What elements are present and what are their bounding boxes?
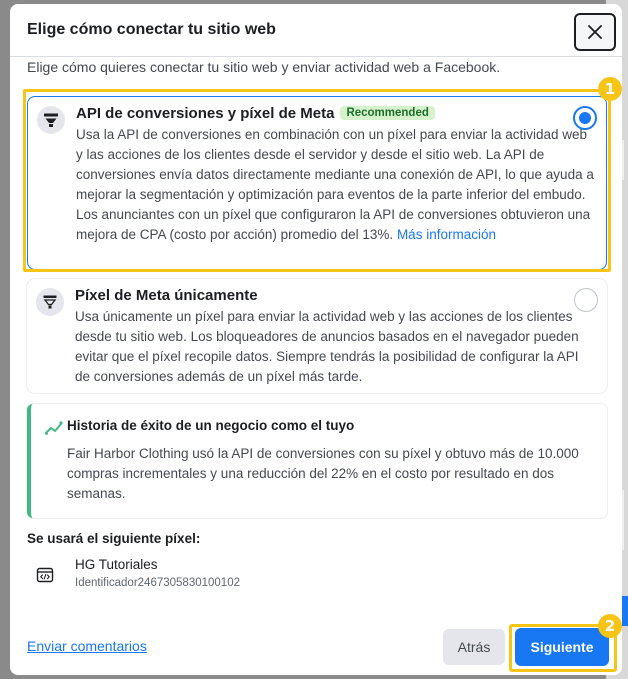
option-title: Píxel de Meta únicamente [75,287,258,304]
dialog-title: Elige cómo conectar tu sitio web [27,21,276,38]
pixel-name: HG Tutoriales [75,557,158,572]
funnel-small-icon [36,288,64,316]
option-title [76,105,435,122]
recommended-badge: Recommended [340,106,434,120]
code-icon [36,566,54,584]
background-button [622,596,628,626]
more-info-link[interactable]: Más información [396,227,496,242]
option-description-text: Usa la API de conversiones en combinación con un píxel para enviar la actividad web y las acciones de los clientes desde el servidor y desde el sitio web. La API de conversiones envía datos directamente mediante una conexión de API, lo que ayuda a mejorar la segmentación y optimización para eventos de la parte inferior del embudo. Los anunciantes con un píxel que configuraron la API de conversiones obtuvieron una mejora de CPA (costo por acción) promedio del 13%. [76,127,594,242]
option-description [76,125,596,245]
option-capi-and-pixel[interactable] [27,96,607,270]
success-story-card [27,404,607,518]
header-divider [10,56,622,57]
pixel-heading: Se usará el siguiente píxel: [27,531,201,546]
step-marker-1: 1 [598,77,622,101]
close-icon [588,25,602,39]
back-button[interactable]: Atrás [443,629,505,665]
option-title-text: API de conversiones y píxel de Meta [76,105,335,122]
option-description: Usa únicamente un píxel para enviar la actividad web y las acciones de los clientes desde tu sitio web. Los bloqueadores de anuncios basados en el navegador pueden evitar que el píxel recopile datos. Siempre tendrás la posibilidad de configurar la API de conversiones además de un píxel más tarde. [75,309,579,384]
dialog-subtitle: Elige cómo quieres conectar tu sitio web y enviar actividad web a Facebook. [27,59,501,75]
step-marker-2: 2 [598,614,622,638]
trend-icon [45,419,63,437]
option-pixel-only[interactable] [27,279,607,393]
connect-website-dialog [10,4,622,675]
story-description: Fair Harbor Clothing usó la API de conversiones con su píxel y obtuvo más de 10.000 compras incrementales y una reducción del 22% en el costo por resultado en dos semanas. [67,446,579,501]
send-feedback-link[interactable]: Enviar comentarios [27,638,147,654]
close-button[interactable] [574,13,616,51]
story-title: Historia de éxito de un negocio como el tuyo [67,418,355,433]
next-button[interactable]: Siguiente [515,628,609,666]
funnel-icon [37,106,65,134]
pixel-id: Identificador2467305830100102 [75,577,240,589]
